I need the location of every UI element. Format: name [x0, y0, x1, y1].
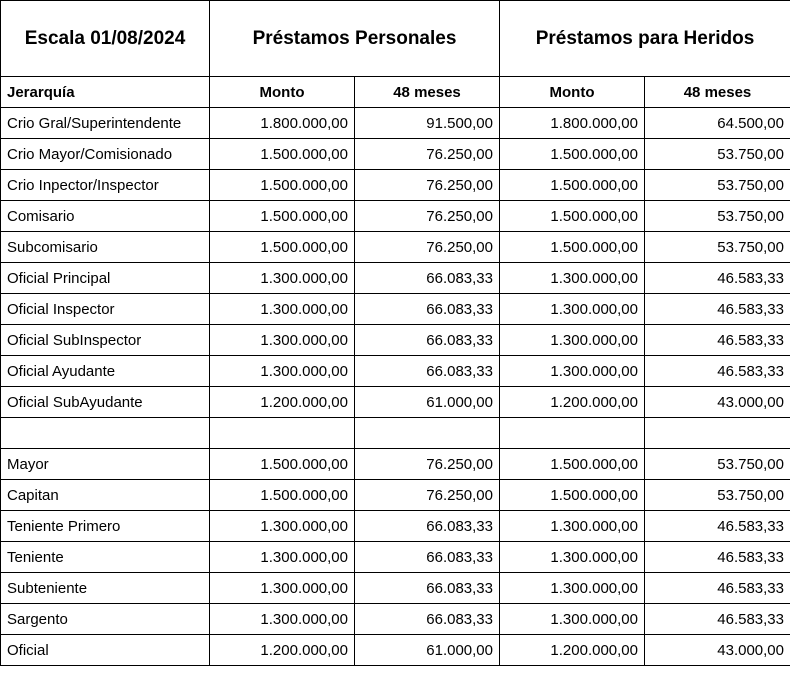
monto-heridos-cell: 1.300.000,00	[500, 604, 645, 635]
table-row	[1, 294, 790, 325]
table-row	[1, 108, 790, 139]
empty-cell	[210, 418, 355, 449]
title-row	[1, 1, 790, 77]
monto-heridos-cell: 1.500.000,00	[500, 449, 645, 480]
rank-cell: Oficial SubAyudante	[1, 387, 210, 418]
monto-personales-cell: 1.500.000,00	[210, 139, 355, 170]
table-row	[1, 201, 790, 232]
table-row	[1, 542, 790, 573]
monto-personales-cell: 1.500.000,00	[210, 201, 355, 232]
table-row	[1, 635, 790, 666]
monto-personales-cell: 1.200.000,00	[210, 387, 355, 418]
cuota-personales-cell: 61.000,00	[355, 635, 500, 666]
empty-cell	[645, 418, 790, 449]
empty-cell	[500, 418, 645, 449]
cuota-personales-cell: 66.083,33	[355, 356, 500, 387]
monto-heridos-cell: 1.500.000,00	[500, 480, 645, 511]
cuota-personales-cell: 76.250,00	[355, 139, 500, 170]
rank-cell: Comisario	[1, 201, 210, 232]
column-header-row	[1, 77, 790, 108]
cuota-heridos-cell: 46.583,33	[645, 573, 790, 604]
rank-cell: Subcomisario	[1, 232, 210, 263]
table-row	[1, 573, 790, 604]
monto-personales-cell: 1.300.000,00	[210, 573, 355, 604]
monto-heridos-cell: 1.300.000,00	[500, 542, 645, 573]
table-row	[1, 325, 790, 356]
cuota-heridos-cell: 46.583,33	[645, 542, 790, 573]
monto-heridos-cell: 1.300.000,00	[500, 294, 645, 325]
group-header-personales: Préstamos Personales	[210, 1, 500, 77]
monto-heridos-cell: 1.500.000,00	[500, 232, 645, 263]
cuota-personales-cell: 66.083,33	[355, 542, 500, 573]
rank-cell: Crio Gral/Superintendente	[1, 108, 210, 139]
cuota-heridos-cell: 46.583,33	[645, 356, 790, 387]
monto-personales-cell: 1.300.000,00	[210, 511, 355, 542]
monto-heridos-cell: 1.500.000,00	[500, 201, 645, 232]
monto-heridos-cell: 1.500.000,00	[500, 170, 645, 201]
cuota-heridos-cell: 53.750,00	[645, 449, 790, 480]
cuota-personales-cell: 91.500,00	[355, 108, 500, 139]
rank-cell: Oficial Ayudante	[1, 356, 210, 387]
cuota-heridos-cell: 43.000,00	[645, 387, 790, 418]
monto-heridos-cell: 1.300.000,00	[500, 356, 645, 387]
table-row	[1, 170, 790, 201]
table-row	[1, 232, 790, 263]
cuota-personales-cell: 76.250,00	[355, 170, 500, 201]
spacer-row	[1, 418, 790, 449]
monto-heridos-cell: 1.200.000,00	[500, 635, 645, 666]
rank-cell: Oficial Principal	[1, 263, 210, 294]
rank-cell: Crio Inpector/Inspector	[1, 170, 210, 201]
cuota-personales-cell: 76.250,00	[355, 480, 500, 511]
monto-heridos-cell: 1.300.000,00	[500, 511, 645, 542]
group-header-heridos: Préstamos para Heridos	[500, 1, 790, 77]
cuota-heridos-cell: 46.583,33	[645, 294, 790, 325]
monto-heridos-cell: 1.300.000,00	[500, 573, 645, 604]
column-header-monto-heridos: Monto	[500, 77, 645, 108]
cuota-heridos-cell: 53.750,00	[645, 480, 790, 511]
table-row	[1, 263, 790, 294]
rank-cell: Oficial Inspector	[1, 294, 210, 325]
column-header-monto-personales: Monto	[210, 77, 355, 108]
rank-cell: Teniente Primero	[1, 511, 210, 542]
cuota-personales-cell: 61.000,00	[355, 387, 500, 418]
cuota-heridos-cell: 53.750,00	[645, 201, 790, 232]
table-row	[1, 139, 790, 170]
monto-heridos-cell: 1.500.000,00	[500, 139, 645, 170]
monto-heridos-cell: 1.300.000,00	[500, 263, 645, 294]
monto-heridos-cell: 1.300.000,00	[500, 325, 645, 356]
cuota-heridos-cell: 53.750,00	[645, 170, 790, 201]
table-row	[1, 449, 790, 480]
rank-cell: Oficial SubInspector	[1, 325, 210, 356]
rank-cell: Capitan	[1, 480, 210, 511]
monto-personales-cell: 1.200.000,00	[210, 635, 355, 666]
cuota-heridos-cell: 46.583,33	[645, 511, 790, 542]
monto-personales-cell: 1.500.000,00	[210, 449, 355, 480]
cuota-personales-cell: 76.250,00	[355, 201, 500, 232]
cuota-heridos-cell: 46.583,33	[645, 263, 790, 294]
rank-cell: Sargento	[1, 604, 210, 635]
monto-heridos-cell: 1.800.000,00	[500, 108, 645, 139]
cuota-personales-cell: 76.250,00	[355, 232, 500, 263]
table-row	[1, 480, 790, 511]
monto-heridos-cell: 1.200.000,00	[500, 387, 645, 418]
empty-cell	[355, 418, 500, 449]
rank-cell: Teniente	[1, 542, 210, 573]
column-header-cuota-heridos: 48 meses	[645, 77, 790, 108]
rank-cell: Subteniente	[1, 573, 210, 604]
monto-personales-cell: 1.500.000,00	[210, 170, 355, 201]
cuota-heridos-cell: 53.750,00	[645, 232, 790, 263]
cuota-heridos-cell: 46.583,33	[645, 325, 790, 356]
cuota-heridos-cell: 64.500,00	[645, 108, 790, 139]
cuota-personales-cell: 66.083,33	[355, 294, 500, 325]
cuota-personales-cell: 66.083,33	[355, 604, 500, 635]
monto-personales-cell: 1.300.000,00	[210, 604, 355, 635]
rank-cell: Mayor	[1, 449, 210, 480]
monto-personales-cell: 1.300.000,00	[210, 542, 355, 573]
table-row	[1, 387, 790, 418]
monto-personales-cell: 1.300.000,00	[210, 294, 355, 325]
rank-cell: Oficial	[1, 635, 210, 666]
column-header-rank: Jerarquía	[1, 77, 210, 108]
table-row	[1, 511, 790, 542]
monto-personales-cell: 1.300.000,00	[210, 325, 355, 356]
empty-cell	[1, 418, 210, 449]
monto-personales-cell: 1.800.000,00	[210, 108, 355, 139]
cuota-heridos-cell: 53.750,00	[645, 139, 790, 170]
cuota-personales-cell: 66.083,33	[355, 511, 500, 542]
monto-personales-cell: 1.300.000,00	[210, 356, 355, 387]
cuota-personales-cell: 66.083,33	[355, 573, 500, 604]
cuota-personales-cell: 66.083,33	[355, 325, 500, 356]
cuota-heridos-cell: 46.583,33	[645, 604, 790, 635]
cuota-personales-cell: 66.083,33	[355, 263, 500, 294]
monto-personales-cell: 1.500.000,00	[210, 232, 355, 263]
rank-cell: Crio Mayor/Comisionado	[1, 139, 210, 170]
column-header-cuota-personales: 48 meses	[355, 77, 500, 108]
monto-personales-cell: 1.500.000,00	[210, 480, 355, 511]
table-row	[1, 356, 790, 387]
cuota-heridos-cell: 43.000,00	[645, 635, 790, 666]
scale-title: Escala 01/08/2024	[1, 1, 210, 77]
table-row	[1, 604, 790, 635]
cuota-personales-cell: 76.250,00	[355, 449, 500, 480]
monto-personales-cell: 1.300.000,00	[210, 263, 355, 294]
